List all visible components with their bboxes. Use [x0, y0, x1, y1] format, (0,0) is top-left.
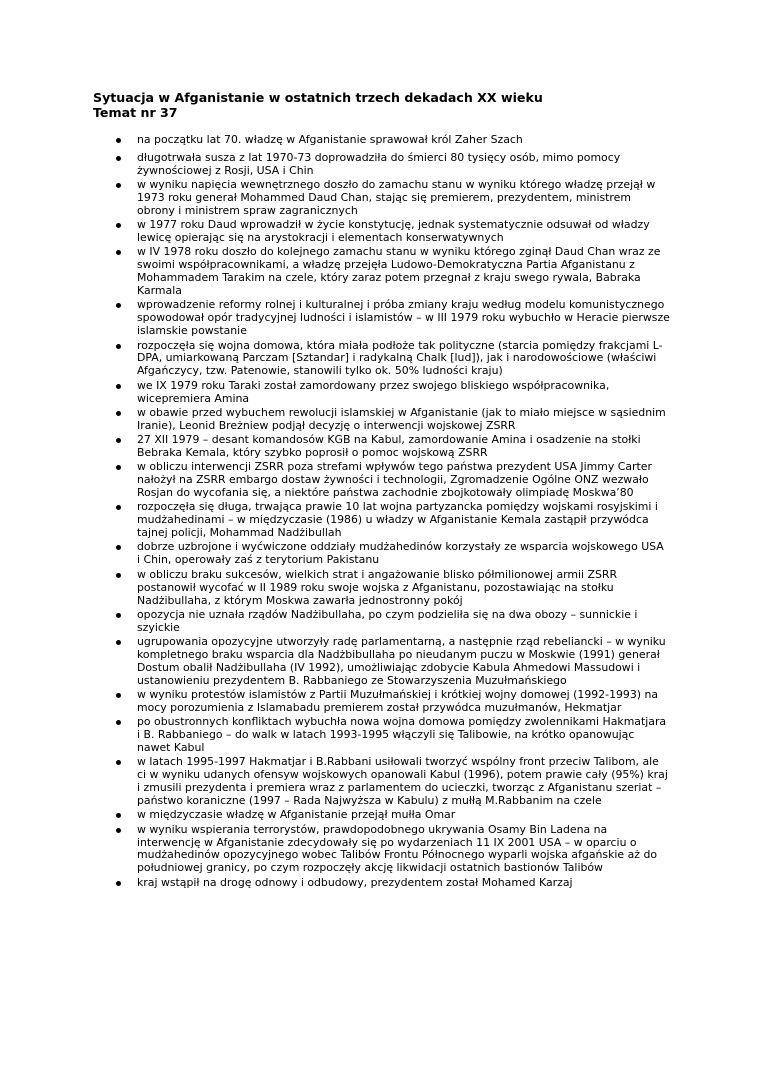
- list-item-text: rozpoczęła się długa, trwająca prawie 10 lat wojna partyzancka pomiędzy wojskami rosyjskimi i mudżahedinami – w międzyczasie (1986) u władzy w Afganistanie Kemala zastąpił przywódca tajnej policji, Mohammad Nadżibullah: [137, 500, 658, 540]
- bullet-icon: [116, 223, 121, 228]
- list-item: [0, 756, 670, 808]
- list-item: [0, 179, 670, 218]
- list-item: [0, 134, 670, 147]
- bullet-icon: [116, 760, 121, 765]
- list-item: [0, 636, 670, 688]
- list-item-text: 27 XII 1979 – desant komandosów KGB na Kabul, zamordowanie Amina i osadzenie na stołki Bebraka Kemala, który szybko poprosił o pomoc wojskową ZSRR: [137, 433, 641, 459]
- list-item-text: w międzyczasie władzę w Afganistanie przejął mułła Omar: [137, 808, 456, 822]
- list-item: [0, 609, 670, 635]
- bullet-icon: [116, 813, 121, 818]
- bullet-icon: [116, 545, 121, 550]
- bullet-icon: [116, 384, 121, 389]
- list-item: [0, 380, 670, 406]
- bullet-icon: [116, 465, 121, 470]
- bullet-icon: [116, 156, 121, 161]
- list-item-text: w wyniku napięcia wewnętrznego doszło do zamachu stanu w wyniku którego władzę przejął w 1973 roku generał Mohammed Daud Chan, stając się premierem, prezydentem, ministrem obrony i ministrem spraw zagranicznych: [137, 178, 656, 217]
- bullet-icon: [116, 828, 121, 833]
- title-line-1: Sytuacja w Afganistanie w ostatnich trzech dekadach XX wieku: [93, 90, 543, 105]
- bullet-icon: [116, 573, 121, 578]
- list-item-text: kraj wstąpił na drogę odnowy i odbudowy, prezydentem został Mohamed Karzaj: [137, 875, 573, 889]
- bullet-icon: [116, 505, 121, 510]
- bullet-icon: [116, 881, 121, 886]
- list-item: [0, 877, 670, 890]
- list-item-text: dobrze uzbrojone i wyćwiczone oddziały mudżahedinów korzystały ze wsparcia wojskowego USA i Chin, operowały zaś z terytorium Pakistanu: [137, 540, 664, 567]
- list-item-text: długotrwała susza z lat 1970-73 doprowadziła do śmierci 80 tysięcy osób, mimo pomocy żywnościowej z Rosji, USA i Chin: [137, 150, 621, 177]
- list-item-text: w obawie przed wybuchem rewolucji islamskiej w Afganistanie (jak to miało miejsce w sąsiednim Iranie), Leonid Breżniew podjął decyzję o interwencji wojskowej ZSRR: [137, 405, 666, 432]
- list-item: [0, 299, 670, 338]
- list-item-text: w obliczu braku sukcesów, wielkich strat i angażowanie blisko półmilionowej armii ZSRR postanowił wycofać w II 1989 roku swoje wojska z Afganistanu, pozostawiając na stołku Nadżibullaha, z którym Moskwa zawarła jednostronny pokój: [137, 567, 618, 607]
- list-item: [0, 219, 670, 245]
- list-item: [0, 809, 670, 822]
- title-line-2: Temat nr 37: [93, 105, 178, 120]
- list-item-text: na początku lat 70. władzę w Afganistanie sprawował król Zaher Szach: [137, 133, 523, 146]
- list-item-text: we IX 1979 roku Taraki został zamordowany przez swojego bliskiego współpracownika, wicepremiera Amina: [137, 378, 610, 405]
- bullet-list: [0, 134, 760, 891]
- list-item-text: w latach 1995-1997 Hakmatjar i B.Rabbani usiłowali tworzyć wspólny front przeciw Talibom, ale ci w wyniku udanych ofensyw wojskowych opanowali Kabul (1996), potem prawie cały (95%) kraj i zmusili prezydenta i premiera wraz z parlamentem do ucieczki, tworząc z Afganistanu szeriat – państwo koraniczne (1997 – Rada Najwyższa w Kabulu) z mułłą M.Rabbanim na czele: [137, 755, 668, 808]
- list-item-text: po obustronnych konfliktach wybuchła nowa wojna domowa pomiędzy zwolennikami Hakmatjara i B. Rabbaniego – do walk w latach 1993-1995 włączyli się Talibowie, na krótko opanowując nawet Kabul: [137, 715, 667, 755]
- list-item-text: w wyniku wspierania terrorystów, prawdopodobnego ukrywania Osamy Bin Ladena na interwencję w Afganistanie zdecydowały się po wydarzeniach 11 IX 2001 USA – w oparciu o mudżahedinów opozycyjnego wobec Talibów Frontu Północnego wyparli wojska afgańskie aż do południowej granicy, po czym rozpoczęły akcję likwidacji ostatnich bastionów Talibów: [137, 822, 658, 875]
- list-item: [0, 461, 670, 500]
- list-item: [0, 569, 670, 608]
- list-item-text: w wyniku protestów islamistów z Partii Muzułmańskiej i krótkiej wojny domowej (1992-1993) na mocy porozumienia z Islamabadu premierem został przywódca muzułmanów, Hekmatjar: [137, 688, 659, 714]
- list-item: [0, 152, 670, 178]
- bullet-icon: [116, 138, 121, 143]
- list-item-text: wprowadzenie reformy rolnej i kulturalnej i próba zmiany kraju według modelu komunistycznego spowodował opór tradycyjnej ludności i islamistów – w III 1979 roku wybuchło w Heracie pierwsze islamskie powstanie: [137, 298, 670, 338]
- list-item: [0, 340, 670, 379]
- bullet-icon: [116, 344, 121, 349]
- list-item: [0, 689, 670, 715]
- list-item: [0, 407, 670, 433]
- bullet-icon: [116, 613, 121, 618]
- list-item-text: w obliczu interwencji ZSRR poza strefami wpływów tego państwa prezydent USA Jimmy Carter nałożył na ZSRR embargo dostaw żywności i technologii, Zgromadzenie Ogólne ONZ wezwało Rosjan do wycofania się, a niektóre państwa zachodnie zbojkotowały olimpiadę Moskwa’80: [137, 460, 652, 500]
- list-item: [0, 541, 670, 567]
- list-item: [0, 716, 670, 755]
- bullet-icon: [116, 640, 121, 645]
- bullet-icon: [116, 411, 121, 416]
- bullet-icon: [116, 183, 121, 188]
- list-item: [0, 501, 670, 540]
- bullet-icon: [116, 720, 121, 725]
- list-item: [0, 246, 670, 298]
- bullet-icon: [116, 303, 121, 308]
- list-item-text: opozycja nie uznała rządów Nadżibullaha, po czym podzieliła się na dwa obozy – sunnickie i szyickie: [137, 607, 638, 634]
- list-item: [0, 434, 670, 460]
- list-item-text: w IV 1978 roku doszło do kolejnego zamachu stanu w wyniku którego zginął Daud Chan wraz ze swoimi współpracownikami, a władzę przejęła Ludowo-Demokratyczna Partia Afganistanu z Mohammadem Tarakim na czele, który zaraz potem przegnał z kraju swego rywala, Babraka Karmala: [137, 245, 661, 298]
- list-item: [0, 824, 670, 876]
- list-item-text: rozpoczęła się wojna domowa, która miała podłoże tak polityczne (starcia pomiędzy frakcjami L-DPA, umiarkowaną Parczam [Sztandar] i radykalną Chalk [lud]), jak i narodowościowe (właściwi Afgańczycy, tzw. Patenowie, stanowili tylko ok. 50% ludności kraju): [137, 338, 663, 378]
- document-title: [93, 90, 693, 120]
- bullet-icon: [116, 250, 121, 255]
- list-item-text: ugrupowania opozycyjne utworzyły radę parlamentarną, a następnie rząd rebeliancki – w wyniku kompletnego braku wsparcia dla Nadżbibullaha po nieudanym puczu w Moskwie (1991) generał Dostum obalił Nadżibullaha (IV 1992), umożliwiając zdobycie Kabula Ahmedowi Massudowi i ustanowieniu prezydentem B. Rabbaniego ze Stowarzyszenia Muzułmańskiego: [137, 635, 666, 687]
- list-item-text: w 1977 roku Daud wprowadził w życie konstytucję, jednak systematycznie odsuwał od władzy lewicę opierając się na arystokracji i elementach konserwatywnych: [137, 218, 650, 245]
- bullet-icon: [116, 438, 121, 443]
- bullet-icon: [116, 693, 121, 698]
